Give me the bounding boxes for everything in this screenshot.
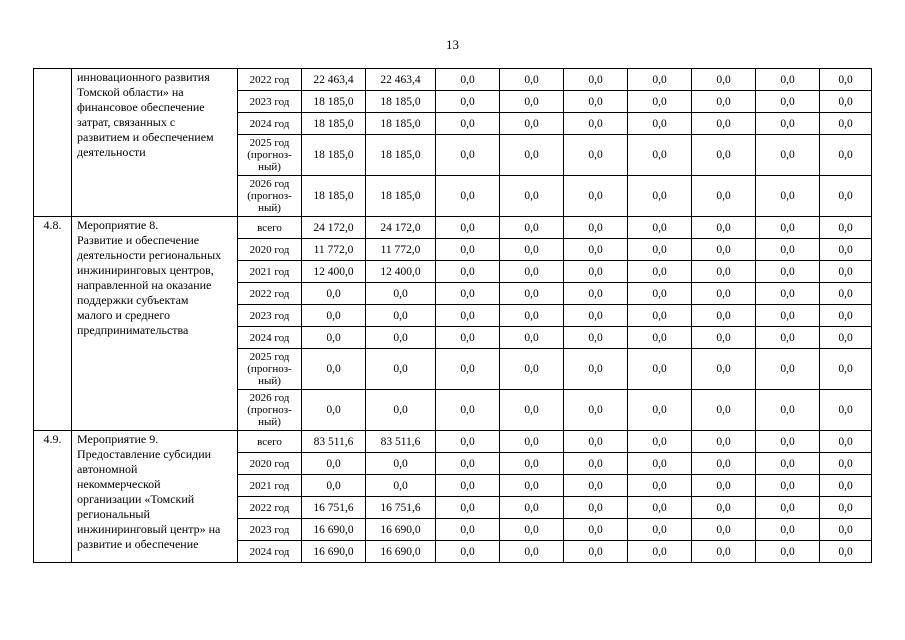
value-cell: 0,0 <box>692 327 756 349</box>
period-cell <box>238 475 302 497</box>
value-cell: 16 690,0 <box>302 541 366 563</box>
value-cell: 0,0 <box>628 135 692 176</box>
value-cell: 0,0 <box>436 305 500 327</box>
value-cell: 0,0 <box>564 69 628 91</box>
value-cell: 0,0 <box>564 327 628 349</box>
value-cell: 0,0 <box>820 283 872 305</box>
value-cell: 0,0 <box>366 305 436 327</box>
value-cell: 0,0 <box>564 135 628 176</box>
value-cell: 18 185,0 <box>366 135 436 176</box>
value-cell: 0,0 <box>500 176 564 217</box>
value-cell: 0,0 <box>692 176 756 217</box>
value-cell: 0,0 <box>820 239 872 261</box>
value-cell: 18 185,0 <box>302 135 366 176</box>
value-cell: 0,0 <box>564 519 628 541</box>
period-label-line: всего <box>257 435 282 448</box>
item-index-cell: 4.8. <box>34 217 72 431</box>
value-cell: 0,0 <box>302 349 366 390</box>
period-label-line: 2022 год <box>249 73 290 86</box>
value-cell: 0,0 <box>692 113 756 135</box>
period-label-line: (прогноз- <box>247 404 292 416</box>
item-index-cell: 4.9. <box>34 431 72 563</box>
description-line: Томской области» на <box>77 85 184 99</box>
value-cell: 0,0 <box>820 305 872 327</box>
value-cell: 0,0 <box>756 453 820 475</box>
value-cell: 0,0 <box>564 239 628 261</box>
period-cell <box>238 497 302 519</box>
period-label-line: (прогноз- <box>247 363 292 375</box>
value-cell: 0,0 <box>436 431 500 453</box>
description-line: развитие и обеспечение <box>77 537 199 551</box>
period-label-line: 2020 год <box>249 457 290 470</box>
value-cell: 0,0 <box>436 113 500 135</box>
description-line: Мероприятие 9. <box>77 432 159 446</box>
period-cell <box>238 91 302 113</box>
period-label-line: 2022 год <box>249 287 290 300</box>
value-cell: 0,0 <box>500 541 564 563</box>
value-cell: 24 172,0 <box>366 217 436 239</box>
value-cell: 0,0 <box>692 135 756 176</box>
value-cell: 0,0 <box>366 475 436 497</box>
value-cell: 0,0 <box>756 497 820 519</box>
description-line: инжиниринговых центров, <box>77 263 214 277</box>
value-cell: 0,0 <box>500 239 564 261</box>
value-cell: 0,0 <box>756 69 820 91</box>
value-cell: 0,0 <box>628 261 692 283</box>
period-cell <box>238 349 302 390</box>
description-line: направленной на оказание <box>77 278 212 292</box>
value-cell: 0,0 <box>820 453 872 475</box>
period-cell <box>238 261 302 283</box>
value-cell: 0,0 <box>436 497 500 519</box>
value-cell: 0,0 <box>820 519 872 541</box>
value-cell: 18 185,0 <box>366 113 436 135</box>
value-cell: 0,0 <box>564 431 628 453</box>
period-label-line: ный) <box>258 416 281 428</box>
value-cell: 0,0 <box>756 217 820 239</box>
period-label-line: (прогноз- <box>247 190 292 202</box>
value-cell: 0,0 <box>628 91 692 113</box>
period-label-line: ный) <box>258 202 281 214</box>
description-line: предпринимательства <box>77 323 189 337</box>
period-label-line: 2024 год <box>249 331 290 344</box>
value-cell: 0,0 <box>820 176 872 217</box>
period-cell <box>238 283 302 305</box>
value-cell: 0,0 <box>500 519 564 541</box>
value-cell: 0,0 <box>628 519 692 541</box>
value-cell: 0,0 <box>436 176 500 217</box>
value-cell: 11 772,0 <box>302 239 366 261</box>
value-cell: 0,0 <box>302 453 366 475</box>
value-cell: 0,0 <box>820 327 872 349</box>
value-cell: 0,0 <box>692 305 756 327</box>
value-cell: 0,0 <box>820 91 872 113</box>
period-label-line: 2024 год <box>249 545 290 558</box>
value-cell: 0,0 <box>628 176 692 217</box>
value-cell: 0,0 <box>564 453 628 475</box>
value-cell: 0,0 <box>436 475 500 497</box>
description-line: деятельности региональных <box>77 248 222 262</box>
value-cell: 0,0 <box>302 283 366 305</box>
value-cell: 0,0 <box>500 217 564 239</box>
value-cell: 0,0 <box>302 390 366 431</box>
period-cell <box>238 453 302 475</box>
value-cell: 0,0 <box>820 497 872 519</box>
value-cell: 0,0 <box>820 135 872 176</box>
period-cell <box>238 69 302 91</box>
period-cell <box>238 327 302 349</box>
value-cell: 0,0 <box>628 113 692 135</box>
value-cell: 0,0 <box>366 327 436 349</box>
value-cell: 0,0 <box>436 217 500 239</box>
value-cell: 11 772,0 <box>366 239 436 261</box>
page-number: 13 <box>446 37 459 52</box>
description-line: организации «Томский <box>77 492 195 506</box>
description-line: финансовое обеспечение <box>77 100 205 114</box>
period-label-line: 2020 год <box>249 243 290 256</box>
period-cell <box>238 239 302 261</box>
table-row <box>34 431 872 453</box>
value-cell: 0,0 <box>564 113 628 135</box>
value-cell: 0,0 <box>692 475 756 497</box>
value-cell: 0,0 <box>692 390 756 431</box>
value-cell: 0,0 <box>564 349 628 390</box>
value-cell: 0,0 <box>500 283 564 305</box>
value-cell: 0,0 <box>692 453 756 475</box>
item-description-cell <box>72 69 238 217</box>
value-cell: 0,0 <box>692 541 756 563</box>
budget-table-body <box>34 69 872 563</box>
value-cell: 0,0 <box>628 497 692 519</box>
value-cell: 0,0 <box>564 91 628 113</box>
value-cell: 0,0 <box>692 497 756 519</box>
value-cell: 12 400,0 <box>302 261 366 283</box>
value-cell: 12 400,0 <box>366 261 436 283</box>
value-cell: 0,0 <box>500 475 564 497</box>
value-cell: 16 690,0 <box>302 519 366 541</box>
value-cell: 0,0 <box>436 261 500 283</box>
value-cell: 0,0 <box>500 349 564 390</box>
value-cell: 0,0 <box>756 390 820 431</box>
value-cell: 0,0 <box>756 91 820 113</box>
value-cell: 0,0 <box>756 349 820 390</box>
value-cell: 0,0 <box>500 113 564 135</box>
value-cell: 18 185,0 <box>366 176 436 217</box>
value-cell: 16 751,6 <box>366 497 436 519</box>
value-cell: 0,0 <box>436 283 500 305</box>
value-cell: 0,0 <box>436 541 500 563</box>
value-cell: 0,0 <box>436 91 500 113</box>
period-cell <box>238 217 302 239</box>
value-cell: 0,0 <box>500 453 564 475</box>
period-label-line: (прогноз- <box>247 149 292 161</box>
value-cell: 0,0 <box>564 283 628 305</box>
value-cell: 18 185,0 <box>366 91 436 113</box>
value-cell: 0,0 <box>500 69 564 91</box>
value-cell: 0,0 <box>756 431 820 453</box>
value-cell: 22 463,4 <box>366 69 436 91</box>
period-cell <box>238 176 302 217</box>
value-cell: 0,0 <box>820 113 872 135</box>
table-row <box>34 217 872 239</box>
description-line: поддержки субъектам <box>77 293 189 307</box>
value-cell: 16 751,6 <box>302 497 366 519</box>
value-cell: 0,0 <box>628 283 692 305</box>
value-cell: 0,0 <box>564 497 628 519</box>
value-cell: 0,0 <box>692 261 756 283</box>
value-cell: 16 690,0 <box>366 519 436 541</box>
value-cell: 0,0 <box>628 327 692 349</box>
value-cell: 0,0 <box>436 453 500 475</box>
item-index-cell <box>34 69 72 217</box>
description-line: Предоставление субсидии <box>77 447 212 461</box>
value-cell: 0,0 <box>628 349 692 390</box>
table-row <box>34 69 872 91</box>
value-cell: 0,0 <box>820 475 872 497</box>
value-cell: 0,0 <box>302 327 366 349</box>
value-cell: 0,0 <box>500 497 564 519</box>
value-cell: 0,0 <box>564 541 628 563</box>
description-line: Мероприятие 8. <box>77 218 159 232</box>
description-line: автономной <box>77 462 138 476</box>
period-label-line: 2022 год <box>249 501 290 514</box>
value-cell: 0,0 <box>500 327 564 349</box>
period-label-line: 2023 год <box>249 95 290 108</box>
value-cell: 0,0 <box>820 431 872 453</box>
period-label-line: 2021 год <box>249 479 290 492</box>
value-cell: 0,0 <box>756 135 820 176</box>
value-cell: 0,0 <box>756 113 820 135</box>
value-cell: 16 690,0 <box>366 541 436 563</box>
value-cell: 0,0 <box>756 283 820 305</box>
value-cell: 0,0 <box>692 519 756 541</box>
value-cell: 0,0 <box>436 239 500 261</box>
value-cell: 0,0 <box>692 91 756 113</box>
value-cell: 0,0 <box>366 349 436 390</box>
value-cell: 0,0 <box>628 69 692 91</box>
value-cell: 0,0 <box>628 217 692 239</box>
value-cell: 0,0 <box>564 475 628 497</box>
period-label-line: всего <box>257 221 282 234</box>
value-cell: 0,0 <box>628 475 692 497</box>
value-cell: 83 511,6 <box>302 431 366 453</box>
period-label-line: 2025 год <box>249 351 290 363</box>
value-cell: 0,0 <box>436 519 500 541</box>
value-cell: 0,0 <box>628 239 692 261</box>
value-cell: 0,0 <box>692 69 756 91</box>
value-cell: 0,0 <box>628 305 692 327</box>
period-cell <box>238 541 302 563</box>
period-label-line: 2021 год <box>249 265 290 278</box>
value-cell: 0,0 <box>500 305 564 327</box>
value-cell: 0,0 <box>820 261 872 283</box>
value-cell: 0,0 <box>756 239 820 261</box>
value-cell: 0,0 <box>436 135 500 176</box>
value-cell: 18 185,0 <box>302 91 366 113</box>
value-cell: 0,0 <box>756 305 820 327</box>
value-cell: 0,0 <box>500 431 564 453</box>
value-cell: 0,0 <box>820 541 872 563</box>
value-cell: 0,0 <box>692 239 756 261</box>
value-cell: 22 463,4 <box>302 69 366 91</box>
value-cell: 0,0 <box>366 390 436 431</box>
period-label-line: 2023 год <box>249 523 290 536</box>
value-cell: 0,0 <box>820 349 872 390</box>
period-label-line: 2026 год <box>249 392 290 404</box>
description-line: инновационного развития <box>77 70 210 84</box>
value-cell: 0,0 <box>820 69 872 91</box>
period-cell <box>238 305 302 327</box>
value-cell: 0,0 <box>564 390 628 431</box>
value-cell: 0,0 <box>436 390 500 431</box>
period-label-line: 2025 год <box>249 137 290 149</box>
value-cell: 0,0 <box>564 261 628 283</box>
value-cell: 0,0 <box>500 91 564 113</box>
description-line: затрат, связанных с <box>77 115 176 129</box>
value-cell: 0,0 <box>756 541 820 563</box>
description-line: малого и среднего <box>77 308 170 322</box>
description-line: некоммерческой <box>77 477 161 491</box>
value-cell: 0,0 <box>500 135 564 176</box>
value-cell: 0,0 <box>756 261 820 283</box>
value-cell: 0,0 <box>756 475 820 497</box>
period-label-line: 2023 год <box>249 309 290 322</box>
period-cell <box>238 135 302 176</box>
item-description-cell <box>72 217 238 431</box>
description-line: инжиниринговый центр» на <box>77 522 221 536</box>
item-description-cell <box>72 431 238 563</box>
value-cell: 0,0 <box>366 453 436 475</box>
description-line: деятельности <box>77 145 146 159</box>
value-cell: 0,0 <box>756 519 820 541</box>
value-cell: 0,0 <box>302 305 366 327</box>
period-label-line: 2026 год <box>249 178 290 190</box>
description-line: развитием и обеспечением <box>77 130 214 144</box>
period-label-line: 2024 год <box>249 117 290 130</box>
period-cell <box>238 113 302 135</box>
description-line: региональный <box>77 507 150 521</box>
value-cell: 83 511,6 <box>366 431 436 453</box>
value-cell: 0,0 <box>692 349 756 390</box>
value-cell: 0,0 <box>564 305 628 327</box>
period-cell <box>238 519 302 541</box>
budget-table <box>33 68 872 563</box>
value-cell: 0,0 <box>628 390 692 431</box>
value-cell: 0,0 <box>436 327 500 349</box>
value-cell: 24 172,0 <box>302 217 366 239</box>
value-cell: 0,0 <box>692 283 756 305</box>
value-cell: 18 185,0 <box>302 176 366 217</box>
value-cell: 0,0 <box>692 431 756 453</box>
value-cell: 0,0 <box>436 69 500 91</box>
value-cell: 0,0 <box>564 176 628 217</box>
value-cell: 0,0 <box>500 390 564 431</box>
value-cell: 0,0 <box>500 261 564 283</box>
value-cell: 0,0 <box>436 349 500 390</box>
value-cell: 0,0 <box>628 431 692 453</box>
value-cell: 0,0 <box>628 453 692 475</box>
value-cell: 0,0 <box>564 217 628 239</box>
value-cell: 0,0 <box>302 475 366 497</box>
description-line: Развитие и обеспечение <box>77 233 200 247</box>
value-cell: 0,0 <box>692 217 756 239</box>
value-cell: 18 185,0 <box>302 113 366 135</box>
value-cell: 0,0 <box>820 217 872 239</box>
period-label-line: ный) <box>258 161 281 173</box>
value-cell: 0,0 <box>756 176 820 217</box>
value-cell: 0,0 <box>820 390 872 431</box>
period-label-line: ный) <box>258 375 281 387</box>
value-cell: 0,0 <box>366 283 436 305</box>
period-cell <box>238 390 302 431</box>
value-cell: 0,0 <box>628 541 692 563</box>
period-cell <box>238 431 302 453</box>
value-cell: 0,0 <box>756 327 820 349</box>
